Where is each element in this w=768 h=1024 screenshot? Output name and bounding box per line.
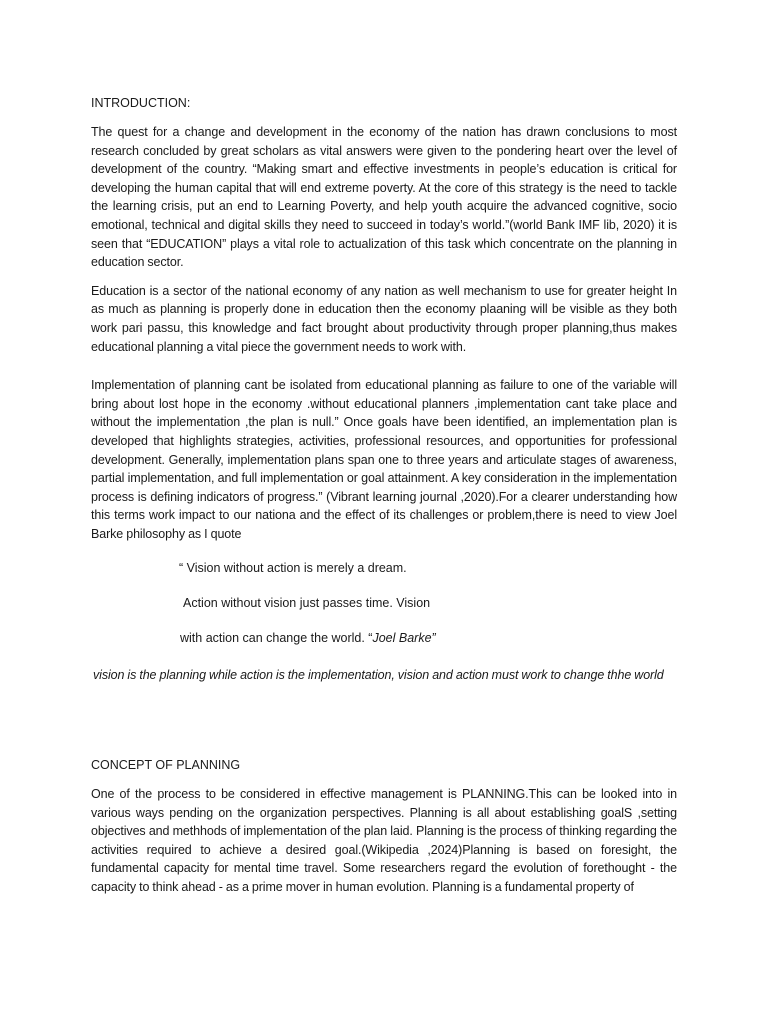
paragraph-quest-for-change: The quest for a change and development in the economy of the nation has drawn conclusions to most research concluded by great scholars as vital answers were given to the pondering heart over the level of development of the country. “Making smart and effective investments in people’s education is critical for developing the human capital that will end extreme poverty. At the core of this strategy is the need to tackle the learning crisis, put an end to Learning Poverty, and help youth acquire the advanced cognitive, socio emotional, technical and digital skills they need to succeed in today’s world.”(world Bank IMF lib, 2020) it is seen that “EDUCATION” plays a vital role to actualization of this task which concentrate on the planning in education sector. <box>91 125 677 270</box>
document-page <box>91 94 677 897</box>
quote-line-2: Action without vision just passes time. Vision <box>183 596 431 611</box>
quote-line-1: “ Vision without action is merely a dream. <box>179 561 407 576</box>
quote-line-3-text: with action can change the world. “ <box>180 631 373 646</box>
concept-heading: CONCEPT OF PLANNING <box>91 758 241 773</box>
quote-author: Joel Barke” <box>372 631 436 646</box>
paragraph-implementation: Implementation of planning cant be isolated from educational planning as failure to one of the variable will bring about lost hope in the economy .without educational planners ,implementation cant take place and without the implementation ,the plan is null.” Once goals have been identified, an implementation plan is developed that highlights strategies, activities, professional resources, and opportunities for professional development. Generally, implementation plans span one to three years and articulate stages of awareness, partial implementation, and full implementation or goal attainment. A key consideration in the implementation process is defining indicators of progress.” (Vibrant learning journal ,2020).For a clearer understanding how this terms work impact to our nationa and the effect of its challenges or problem,there is need to view Joel Barke philosophy as I quote <box>91 378 677 541</box>
section-gap <box>91 685 677 756</box>
paragraph-concept-of-planning: One of the process to be considered in effective management is PLANNING.This can be looked into in various ways pending on the organization perspectives. Planning is all about establishing goalS ,setting objectives and methhods of implementation of the plan laid. Planning is the process of thinking regarding the activities required to achieve a desired goal.(Wikipedia ,2024)Planning is based on foresight, the fundamental capacity for mental time travel. Some researchers regard the evolution of forethought - the capacity to think ahead - as a prime mover in human evolution. Planning is a fundamental property of <box>91 787 677 895</box>
quote-line-3 <box>180 629 677 647</box>
italic-note: vision is the planning while action is the implementation, vision and action must work to change thhe world <box>93 668 664 683</box>
introduction-heading: INTRODUCTION: <box>91 96 191 110</box>
paragraph-education-sector: Education is a sector of the national economy of any nation as well mechanism to use for greater height In as much as planning is properly done in education then the economy plaaning will be visible as they both work pari passu, this knowledge and fact brought about productivity through proper planning,thus makes educational planning a vital piece the government needs to work with. <box>91 283 677 354</box>
